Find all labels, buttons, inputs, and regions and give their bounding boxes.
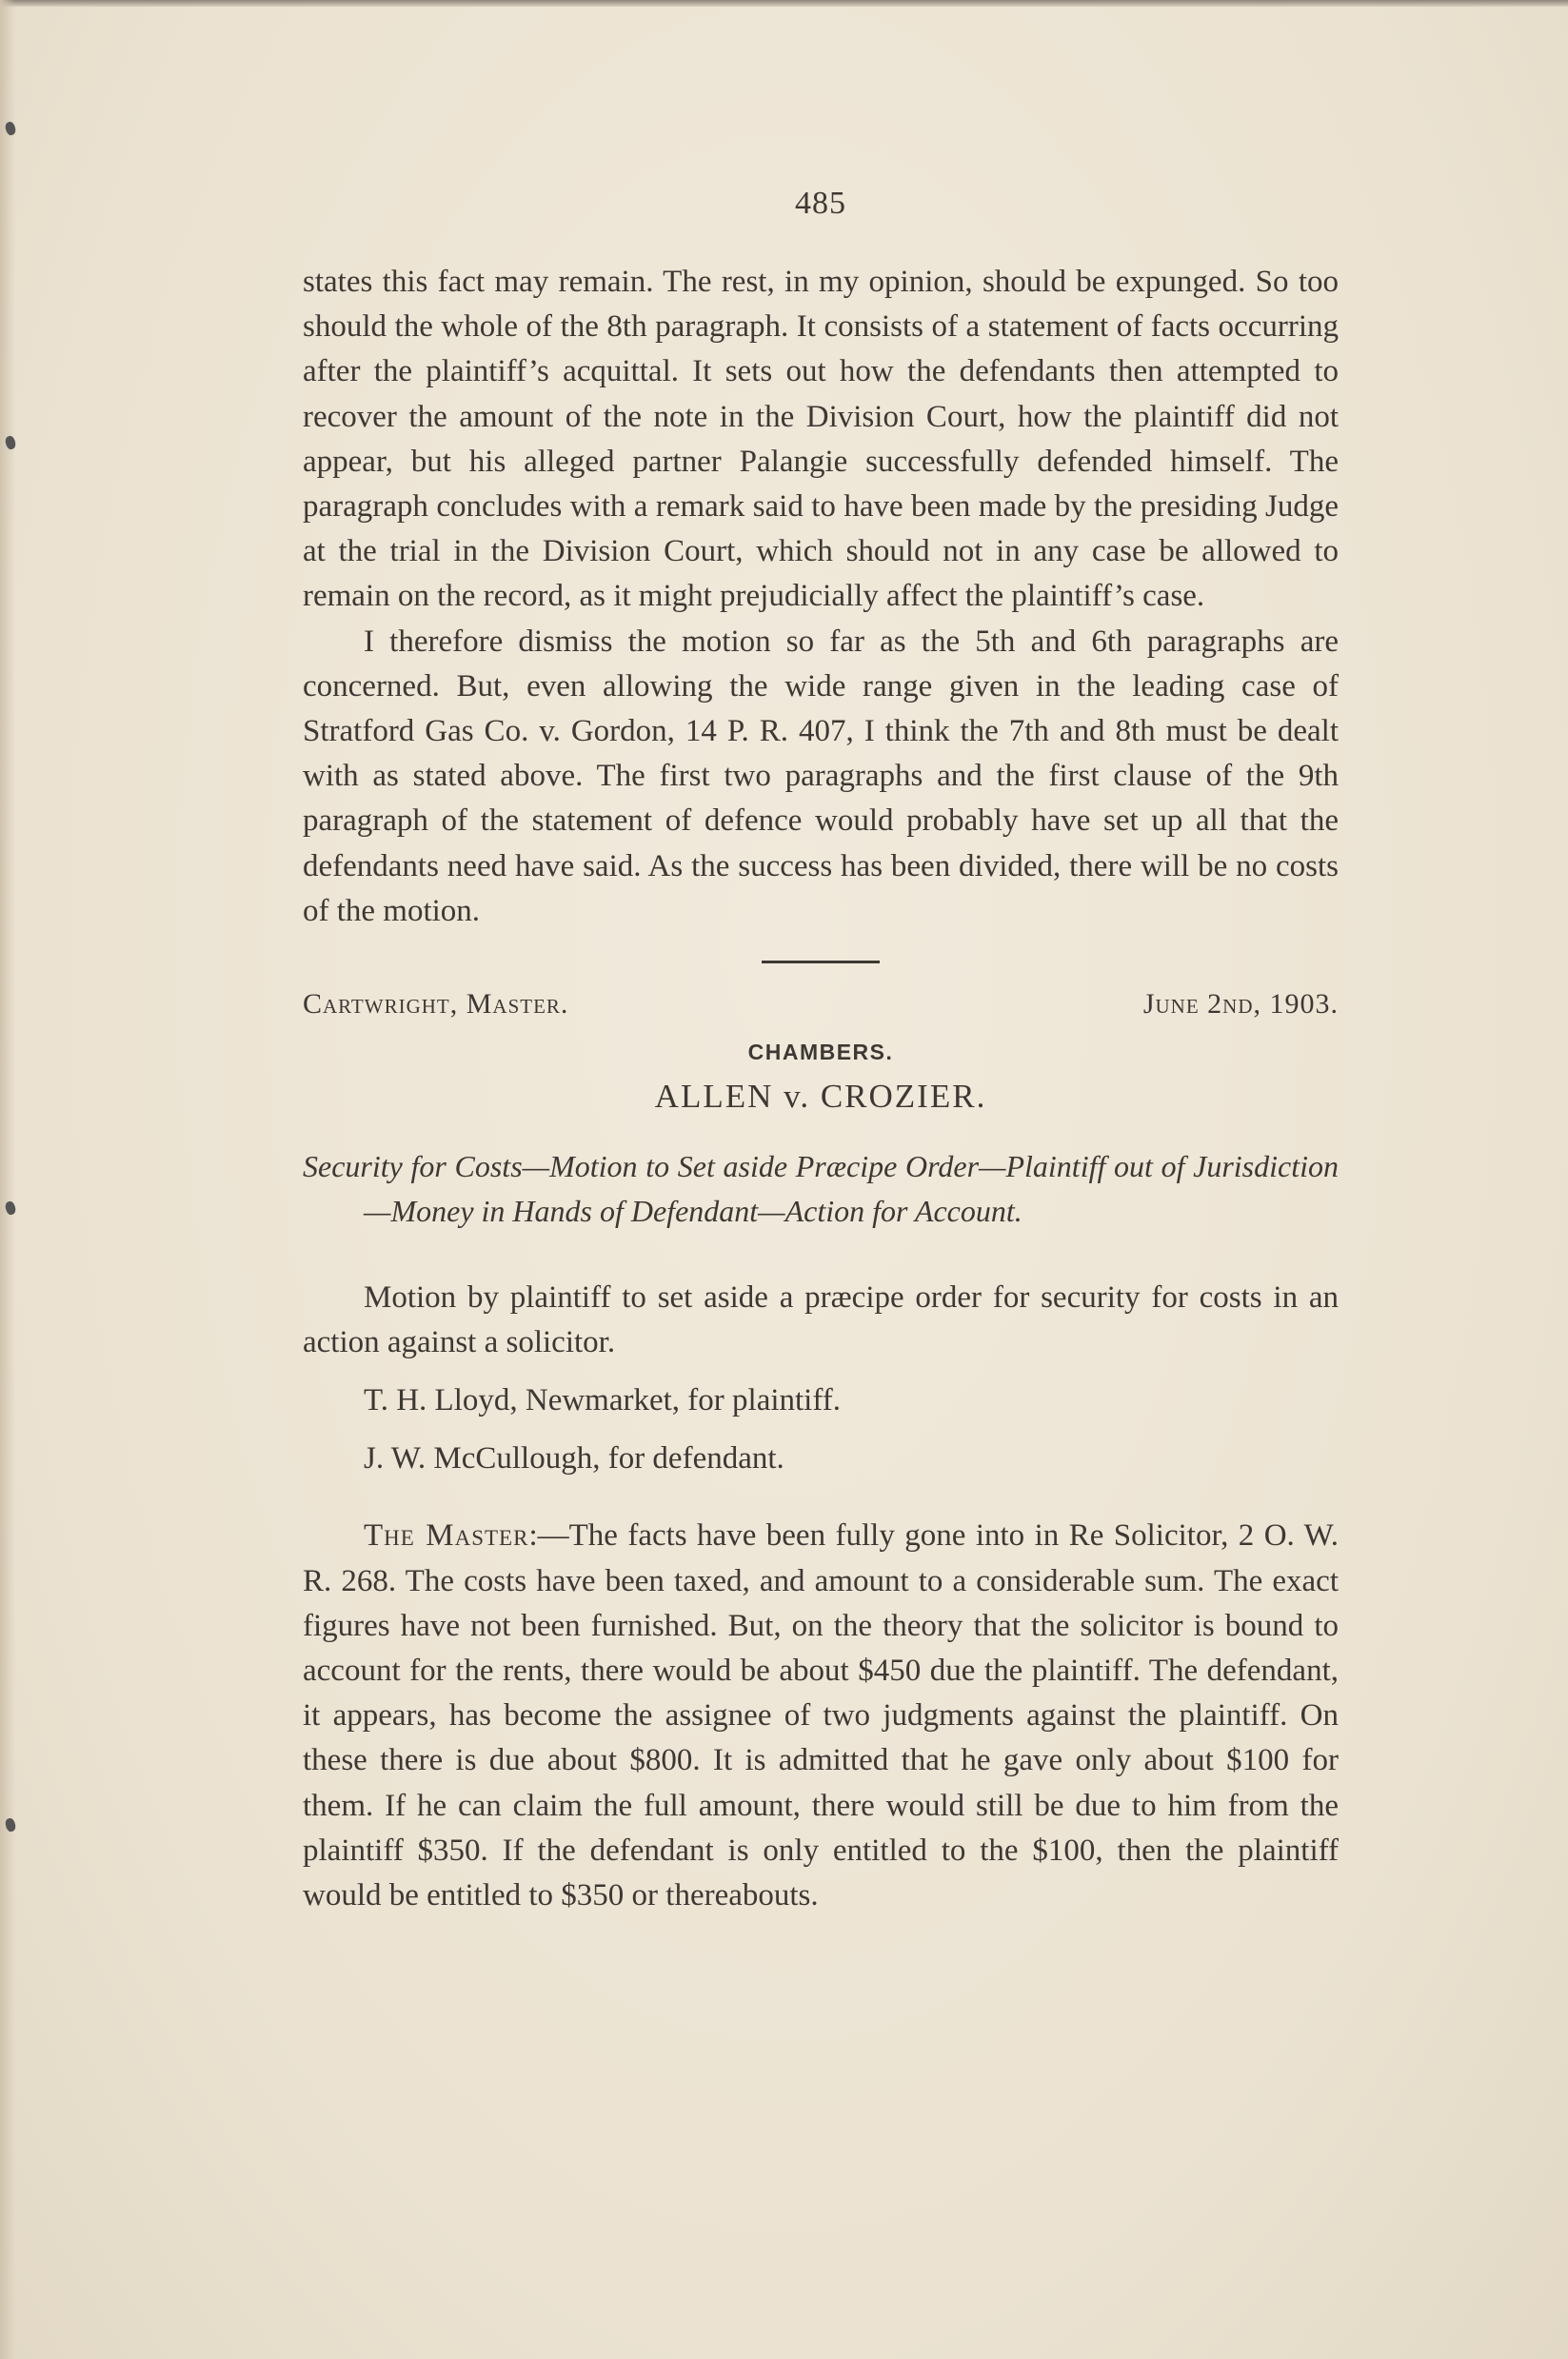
page-top-edge: [0, 0, 1568, 7]
motion-paragraph: Motion by plaintiff to set aside a præcipe order for security for costs in an action against a solicitor.: [303, 1280, 1339, 1360]
case-title: ALLEN v. CROZIER.: [654, 1078, 987, 1116]
counsel-plaintiff: T. H. Lloyd, Newmarket, for plaintiff.: [364, 1383, 841, 1418]
counsel-defendant: J. W. McCullough, for defendant.: [364, 1441, 784, 1477]
judgment-text: :—The facts have been fully gone into in Re Solicitor, 2 O. W. R. 268. The costs have been taxed, and amount to a considerable sum. The exact figures have not been furnished. But, on the theory that the solicitor is bound to account for the rents, there would be about $450 due the plaintiff. The defendant, it appears, has become the assignee of two judgments against the plaintiff. On these there is due about $800. It is admitted that he gave only about $100 for them. If he can claim the full amount, there would still be due to him from the plaintiff $350. If the defendant is only entitled to the $100, then the plaintiff would be entitled to $350 or thereabouts.: [303, 1518, 1340, 1913]
page-binding-edge: [0, 0, 15, 2359]
paragraph-dismissal: I therefore dismiss the motion so far as the 5th and 6th paragraphs are concerned. But, even allowing the wide range given in the leading case of Stratford Gas Co. v. Gordon, 14 P. R. 407, I think the 7th and 8th must be dealt with as stated above. The first two paragraphs and the first clause of the 9th paragraph of the statement of defence would probably have set up all that the defendants need have said. As the success has been divided, there will be no costs of the motion.: [303, 624, 1339, 928]
headnote: Security for Costs—Motion to Set aside Præcipe Order—Plaintiff out of Jurisdiction—Money in Hands of Defendant—Action for Account.: [303, 1149, 1339, 1229]
court-name: CHAMBERS.: [747, 1040, 894, 1065]
decision-date: June 2nd, 1903.: [1142, 988, 1339, 1021]
page-number: 485: [795, 186, 846, 221]
page-content: [303, 186, 1339, 1918]
judge-name: Cartwright, Master.: [303, 988, 569, 1021]
judgment-speaker: The Master: [364, 1518, 529, 1554]
paragraph-continued: states this fact may remain. The rest, in my opinion, should be expunged. So too should the whole of the 8th paragraph. It consists of a statement of facts occurring after the plaintiff’s acquittal. It sets out how the defendants then attempted to recover the amount of the note in the Division Court, how the plaintiff did not appear, but his alleged partner Palangie successfully defended himself. The paragraph concludes with a remark said to have been made by the presiding Judge at the trial in the Division Court, which should not in any case be allowed to remain on the record, as it might prejudicially affect the plaintiff’s case.: [303, 265, 1339, 614]
section-divider: [762, 961, 880, 963]
case-header: [303, 984, 1339, 1024]
judgment-paragraph: [303, 1514, 1339, 1918]
